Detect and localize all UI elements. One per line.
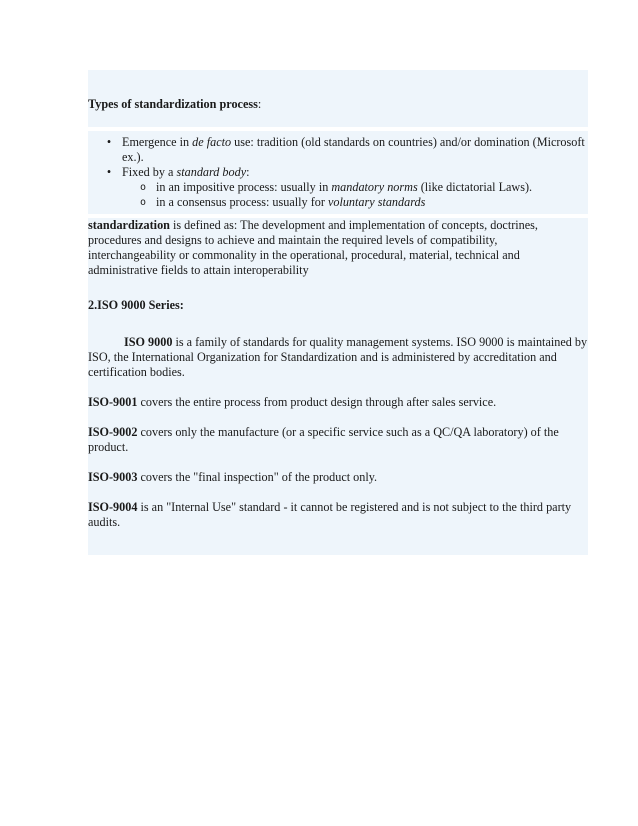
iso-intro-text: is a family of standards for quality management systems. ISO 9000 is maintained by ISO, the International Organization for Standardization and is administered by accreditation and certification bodies.: [88, 335, 588, 379]
bullet1-suffix: use: tradition (old standards on countries) and/or domination (Microsoft ex.).: [122, 135, 585, 164]
iso-9002-paragraph: [88, 425, 588, 455]
iso-9001-paragraph: [88, 395, 588, 410]
bullet2-italic: standard body: [176, 165, 247, 179]
types-section: [88, 70, 588, 127]
types-bullet-list: [88, 131, 588, 214]
list-item: [88, 165, 588, 210]
iso-9004-paragraph: [88, 500, 588, 530]
list-item: [122, 180, 588, 195]
sub2-italic: voluntary standards: [327, 195, 426, 209]
circle-bullet-icon: o: [139, 197, 147, 208]
definition-text: is defined as: The development and implementation of concepts, doctrines, procedures and designs to achieve and maintain the required levels of compatibility, interchangeability or commonality in the operational, procedural, material, technical and administrative fields to attain interoperability: [88, 218, 538, 277]
iso-9003-term: ISO-9003: [88, 470, 138, 484]
spacer: [88, 380, 588, 395]
sub2-prefix: in a consensus process: usually for: [156, 195, 328, 209]
bullet1-prefix: Emergence in: [122, 135, 193, 149]
types-title-text: Types of standardization process: [88, 97, 258, 111]
bullet1-italic: de facto: [192, 135, 232, 149]
sub1-prefix: in an impositive process: usually in: [156, 180, 332, 194]
iso-9004-text: is an "Internal Use" standard - it cannot be registered and is not subject to the third party audits.: [88, 500, 572, 529]
iso-9003-paragraph: [88, 470, 588, 485]
iso-heading-text: 2.ISO 9000 Series:: [88, 298, 184, 312]
iso-9002-text: covers only the manufacture (or a specific service such as a QC/QA laboratory) of the product.: [88, 425, 559, 454]
definition-term: standardization: [88, 218, 170, 232]
types-title-suffix: :: [257, 97, 262, 111]
iso-9003-text: covers the "final inspection" of the product only.: [137, 470, 378, 484]
iso-9001-term: ISO-9001: [88, 395, 138, 409]
iso-heading: [88, 298, 588, 313]
iso-section: [88, 284, 588, 555]
sub1-suffix: (like dictatorial Laws).: [417, 180, 533, 194]
spacer: [88, 455, 588, 470]
definition-block: [88, 218, 588, 284]
document-content: [88, 70, 588, 555]
iso-9002-term: ISO-9002: [88, 425, 138, 439]
sub-bullet-list: [122, 180, 588, 210]
bullet-icon: •: [106, 165, 112, 179]
types-title: [88, 97, 588, 112]
spacer: [88, 485, 588, 500]
bullet2-prefix: Fixed by a: [122, 165, 177, 179]
iso-9004-term: ISO-9004: [88, 500, 138, 514]
iso-9001-text: covers the entire process from product design through after sales service.: [137, 395, 497, 409]
bullet2-suffix: :: [246, 165, 250, 179]
iso-intro-term: ISO 9000: [124, 335, 173, 349]
list-item: [122, 195, 588, 210]
bullet-icon: •: [106, 135, 112, 149]
sub1-italic: mandatory norms: [331, 180, 418, 194]
spacer: [88, 313, 588, 335]
types-title-block: [88, 70, 588, 127]
definition-paragraph: [88, 218, 588, 278]
types-list-block: [88, 131, 588, 214]
circle-bullet-icon: o: [139, 182, 147, 193]
list-item: [88, 135, 588, 165]
spacer: [88, 410, 588, 425]
iso-intro-paragraph: [88, 335, 588, 380]
